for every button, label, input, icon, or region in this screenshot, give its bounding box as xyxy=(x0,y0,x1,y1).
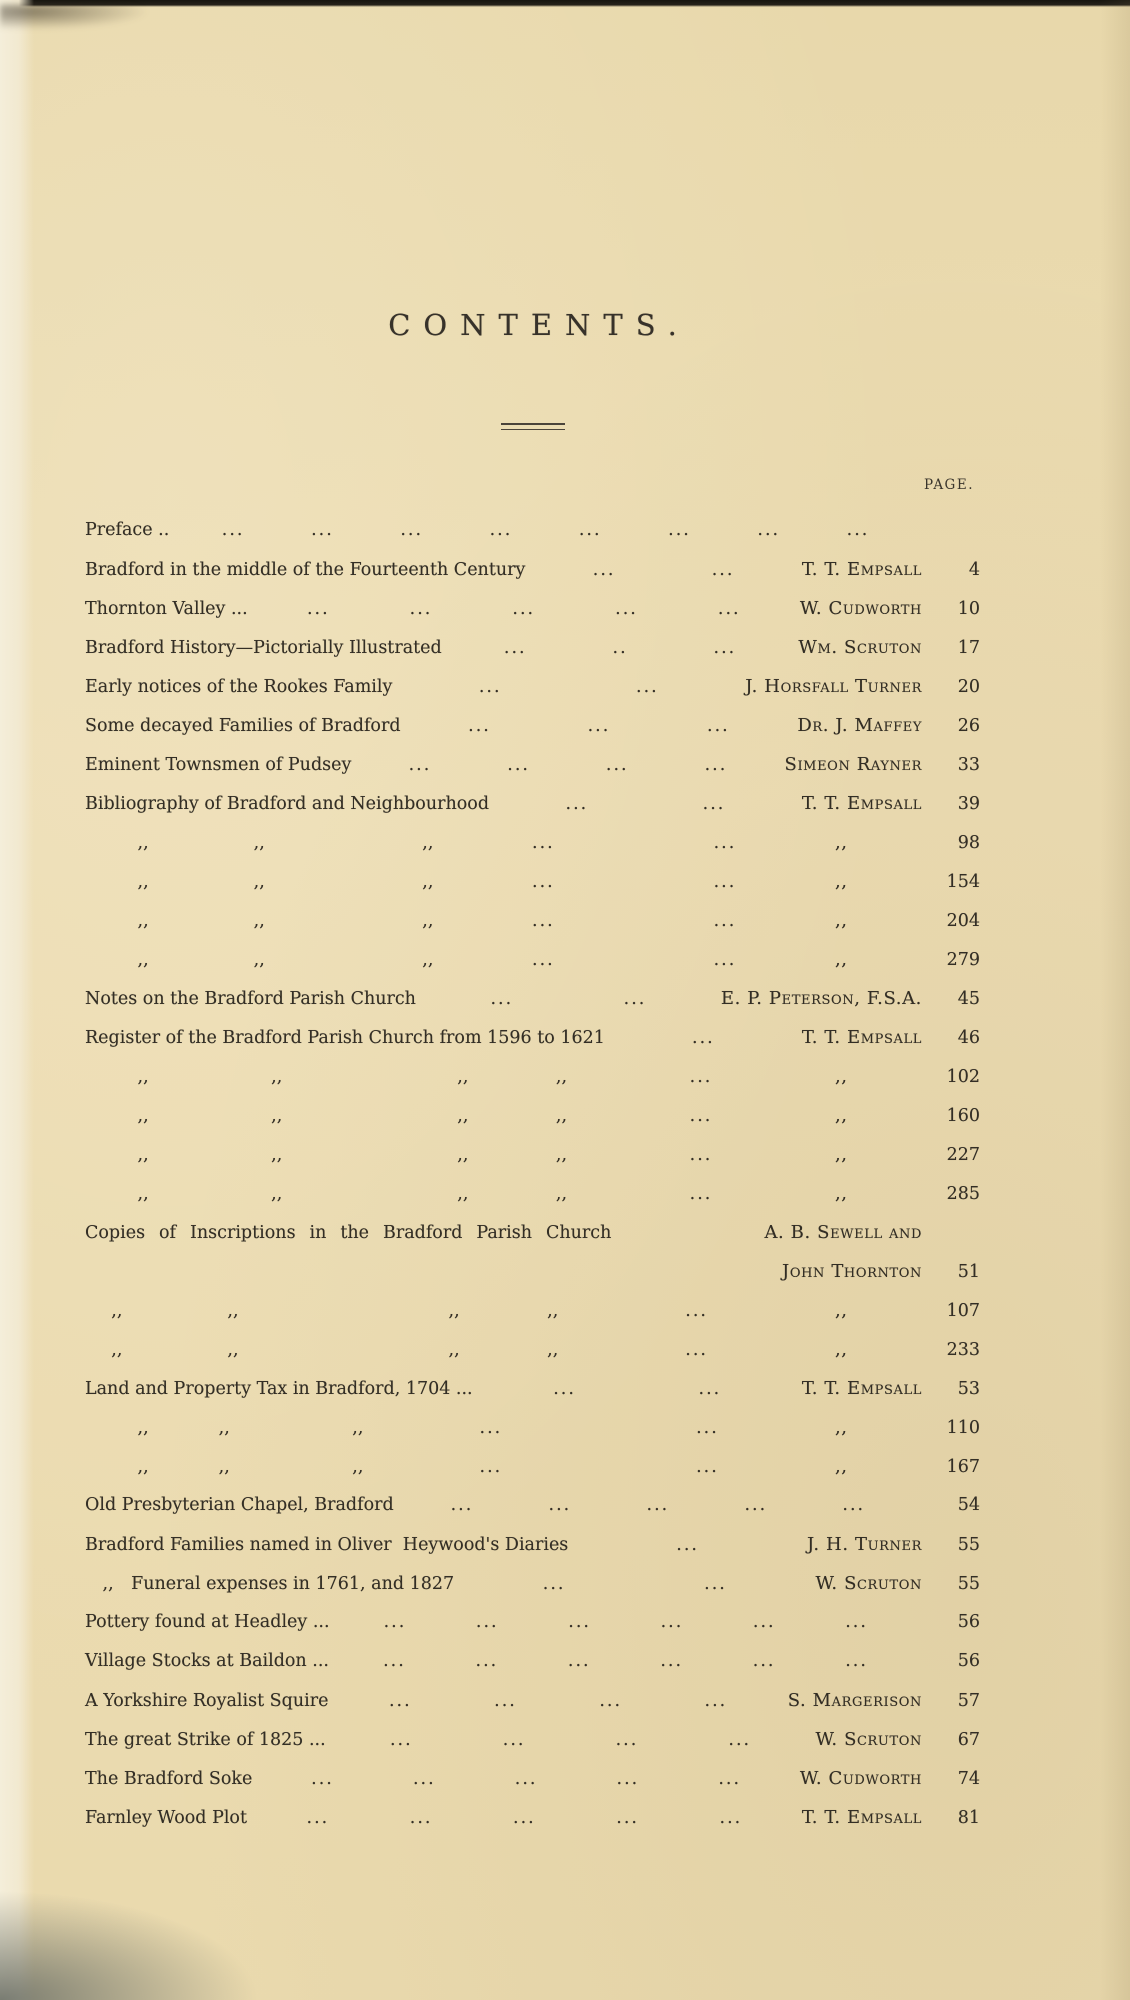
toc-entry-author: John Thornton xyxy=(782,1261,922,1282)
dot-leader: ... xyxy=(689,1145,713,1165)
dot-leader: ... ... ... ... xyxy=(389,1730,752,1750)
toc-entry-author: W. Cudworth xyxy=(799,598,922,619)
toc-entry-title: ,, ,, ,, xyxy=(85,872,434,892)
toc-entry-title: Land and Property Tax in Bradford, 1704 ... xyxy=(85,1379,473,1399)
toc-entry xyxy=(85,940,980,979)
dot-leader: ... xyxy=(689,1184,713,1204)
toc-entry xyxy=(85,1486,980,1525)
toc-entry-title: Farnley Wood Plot xyxy=(85,1808,248,1828)
toc-entry-page: 51 xyxy=(957,1262,980,1282)
toc-entry-page: 57 xyxy=(957,1691,980,1711)
toc-entry-author: Dr. J. Maffey xyxy=(797,715,922,736)
toc-entry-author: ,, xyxy=(834,1339,922,1360)
page-left-edge xyxy=(0,0,34,2000)
toc-entry-title: ,, ,, ,, ,, xyxy=(85,1145,568,1165)
toc-entry-title: Notes on the Bradford Parish Church xyxy=(85,989,416,1009)
toc-entry-page: 227 xyxy=(946,1145,980,1165)
toc-entry-author: J. H. Turner xyxy=(806,1534,922,1555)
toc-entry-page: 160 xyxy=(946,1106,980,1126)
dot-leader: ... ... xyxy=(532,833,737,853)
toc-entry-page: 20 xyxy=(957,677,980,697)
toc-entry-title: Eminent Townsmen of Pudsey xyxy=(85,755,352,775)
dot-leader: ... ... xyxy=(479,1457,719,1477)
toc-entry-page: 33 xyxy=(957,755,980,775)
page-title: CONTENTS. xyxy=(388,308,690,342)
toc-entry-title: Pottery found at Headley ... xyxy=(85,1612,330,1632)
toc-entry xyxy=(85,745,980,784)
toc-entry-page: 279 xyxy=(946,950,980,970)
dot-leader: ... ... xyxy=(532,911,737,931)
toc-entry xyxy=(85,628,980,667)
toc-entry-page: 10 xyxy=(957,599,980,619)
dot-leader: ... ... ... ... ... xyxy=(450,1495,866,1515)
toc-entry-author: Wm. Scruton xyxy=(798,637,922,658)
toc-entry-page: 55 xyxy=(957,1574,980,1594)
toc-entry-page: 39 xyxy=(957,794,980,814)
toc-entry-page: 26 xyxy=(957,716,980,736)
heading-divider xyxy=(501,423,565,430)
toc-entry-page: 285 xyxy=(946,1184,980,1204)
toc-entry-title: Some decayed Families of Bradford xyxy=(85,716,401,736)
toc-entry-author: ,, xyxy=(834,1456,922,1477)
dot-leader: ... xyxy=(685,1340,708,1360)
dot-leader: ... .. ... xyxy=(503,638,737,658)
toc-entry-title: ,, ,, ,, ,, xyxy=(85,1301,559,1321)
toc-entry xyxy=(85,1759,980,1798)
toc-entry xyxy=(85,1252,980,1291)
toc-entry-title: ,, ,, ,, ,, xyxy=(85,1067,568,1087)
toc-entry-title: Register of the Bradford Parish Church from 1596 to 1621 xyxy=(85,1028,605,1048)
toc-entry-page: 110 xyxy=(946,1418,980,1438)
toc-entry-author: E. P. Peterson, F.S.A. xyxy=(720,988,922,1009)
toc-entry-title: The great Strike of 1825 ... xyxy=(85,1730,326,1750)
dot-leader: ... ... ... xyxy=(468,716,730,736)
dot-leader: ... ... xyxy=(553,1379,722,1399)
toc-entry xyxy=(85,1447,980,1486)
dot-leader: ... ... xyxy=(478,677,659,697)
toc-entry-page: 67 xyxy=(957,1730,980,1750)
toc-entry xyxy=(85,706,980,745)
scan-top-edge xyxy=(0,0,1130,7)
toc-entry-title: Bibliography of Bradford and Neighbourhood xyxy=(85,794,490,814)
toc-entry xyxy=(85,1720,980,1759)
toc-entry-page: 154 xyxy=(946,872,980,892)
toc-entry-author: S. Margerison xyxy=(787,1690,922,1711)
toc-entry-author: ,, xyxy=(834,1183,922,1204)
toc-entry-title: The Bradford Soke xyxy=(85,1769,253,1789)
page-right-shadow xyxy=(1100,0,1130,2000)
toc-entry-page: 4 xyxy=(968,560,980,580)
toc-entry-page: 56 xyxy=(957,1651,980,1671)
toc-entry xyxy=(85,1603,980,1642)
dot-leader: ... ... ... ... ... xyxy=(311,1769,742,1789)
toc-entry-author: W. Scruton xyxy=(815,1573,922,1594)
toc-entry xyxy=(85,823,980,862)
toc-entry xyxy=(85,1330,980,1369)
toc-entry-author: Simeon Rayner xyxy=(784,754,922,775)
toc-entry-author: ,, xyxy=(834,832,922,853)
dot-leader: ... ... xyxy=(532,950,737,970)
toc-entry-author: ,, xyxy=(834,910,922,931)
dot-leader: ... ... ... ... xyxy=(408,755,728,775)
toc-entry-page: 233 xyxy=(946,1340,980,1360)
toc-entry-title: ,, ,, ,, ,, xyxy=(85,1106,568,1126)
toc-entry-page: 45 xyxy=(957,989,980,1009)
toc-entry-page: 55 xyxy=(957,1535,980,1555)
toc-entry-page: 46 xyxy=(957,1028,980,1048)
toc-entry-page: 56 xyxy=(957,1612,980,1632)
dot-leader: ... ... xyxy=(565,794,726,814)
toc-entry xyxy=(85,979,980,1018)
dot-leader: ... ... xyxy=(532,872,737,892)
dot-leader: ... ... ... ... ... ... ... ... xyxy=(221,520,870,540)
toc-entry-author: T. T. Empsall xyxy=(801,1807,922,1828)
dot-leader: ... ... xyxy=(479,1418,719,1438)
toc-entry-author: J. Horsfall Turner xyxy=(745,676,922,697)
dot-leader: ... xyxy=(692,1028,715,1048)
contents-list xyxy=(85,511,980,1837)
toc-entry-title: Preface .. xyxy=(85,520,170,540)
scan-corner-shadow xyxy=(0,1890,260,2000)
toc-entry xyxy=(85,1096,980,1135)
dot-leader: ... ... xyxy=(592,560,735,580)
dot-leader: ... ... ... ... ... xyxy=(306,599,741,619)
toc-entry-page: 81 xyxy=(957,1808,980,1828)
toc-entry-page: 107 xyxy=(946,1301,980,1321)
toc-entry-title: ,, ,, ,, xyxy=(85,911,434,931)
dot-leader: ... ... ... ... xyxy=(388,1691,728,1711)
toc-entry xyxy=(85,589,980,628)
page-column-label: PAGE. xyxy=(923,477,974,493)
dot-leader: ... xyxy=(689,1106,713,1126)
toc-entry xyxy=(85,1213,980,1252)
toc-entry xyxy=(85,1408,980,1447)
toc-entry xyxy=(85,1291,980,1330)
dot-leader: ... xyxy=(689,1067,713,1087)
toc-entry xyxy=(85,1018,980,1057)
toc-entry-page: 167 xyxy=(946,1457,980,1477)
toc-entry xyxy=(85,1798,980,1837)
scan-smudge xyxy=(0,4,150,30)
toc-entry-title: Bradford in the middle of the Fourteenth Century xyxy=(85,560,526,580)
toc-entry-title: Copies of Inscriptions in the Bradford Parish Church xyxy=(85,1223,612,1243)
toc-entry xyxy=(85,1369,980,1408)
toc-entry-title: ,, ,, ,, xyxy=(85,1418,364,1438)
toc-entry xyxy=(85,1642,980,1681)
toc-entry-author: ,, xyxy=(834,1300,922,1321)
toc-entry-author: T. T. Empsall xyxy=(801,1027,922,1048)
toc-entry-title: Bradford History—Pictorially Illustrated xyxy=(85,638,442,658)
toc-entry-author: A. B. Sewell and xyxy=(764,1222,922,1243)
toc-entry xyxy=(85,1174,980,1213)
toc-entry xyxy=(85,550,980,589)
toc-entry xyxy=(85,1135,980,1174)
toc-entry-title: ,, ,, ,, xyxy=(85,950,434,970)
toc-entry xyxy=(85,1057,980,1096)
toc-entry-author: ,, xyxy=(834,1144,922,1165)
toc-entry-title: ,, ,, ,, xyxy=(85,833,434,853)
toc-entry-author: ,, xyxy=(834,1417,922,1438)
toc-entry-title: ,, Funeral expenses in 1761, and 1827 xyxy=(85,1574,455,1594)
toc-entry-title: A Yorkshire Royalist Squire xyxy=(85,1691,329,1711)
toc-entry xyxy=(85,511,980,550)
toc-entry-page: 204 xyxy=(946,911,980,931)
toc-entry-author: T. T. Empsall xyxy=(801,559,922,580)
toc-entry-author: ,, xyxy=(834,1066,922,1087)
toc-entry-title: Old Presbyterian Chapel, Bradford xyxy=(85,1495,394,1515)
toc-entry-title: ,, ,, ,, ,, xyxy=(85,1184,568,1204)
toc-entry xyxy=(85,1681,980,1720)
toc-entry-author: ,, xyxy=(834,1105,922,1126)
toc-entry-author: T. T. Empsall xyxy=(801,1378,922,1399)
toc-entry xyxy=(85,1564,980,1603)
toc-entry xyxy=(85,1525,980,1564)
dot-leader: ... ... xyxy=(542,1574,727,1594)
toc-entry-title: ,, ,, ,, ,, xyxy=(85,1340,559,1360)
toc-entry xyxy=(85,862,980,901)
toc-entry-author: W. Scruton xyxy=(815,1729,922,1750)
dot-leader: ... ... ... ... ... xyxy=(306,1808,743,1828)
toc-entry-author: ,, xyxy=(834,871,922,892)
toc-entry-page: 102 xyxy=(946,1067,980,1087)
dot-leader: ... ... ... ... ... ... xyxy=(383,1612,868,1632)
toc-entry-author: ,, xyxy=(834,949,922,970)
toc-entry xyxy=(85,784,980,823)
toc-entry-page: 53 xyxy=(957,1379,980,1399)
toc-entry xyxy=(85,667,980,706)
toc-entry-title: Early notices of the Rookes Family xyxy=(85,677,393,697)
toc-entry-page: 54 xyxy=(957,1495,980,1515)
toc-entry xyxy=(85,901,980,940)
toc-entry-title: Bradford Families named in Oliver Heywood's Diaries xyxy=(85,1535,569,1555)
toc-entry-author: T. T. Empsall xyxy=(801,793,922,814)
toc-entry-title: ,, ,, ,, xyxy=(85,1457,364,1477)
toc-entry-title: Thornton Valley ... xyxy=(85,599,248,619)
toc-entry-title: Village Stocks at Baildon ... xyxy=(85,1651,329,1671)
toc-entry-page: 98 xyxy=(957,833,980,853)
dot-leader: ... ... ... ... ... ... xyxy=(383,1651,868,1671)
toc-entry-page: 74 xyxy=(957,1769,980,1789)
dot-leader: ... ... xyxy=(490,989,647,1009)
toc-entry-page: 17 xyxy=(957,638,980,658)
dot-leader: ... xyxy=(676,1535,699,1555)
toc-entry-author: W. Cudworth xyxy=(799,1768,922,1789)
dot-leader: ... xyxy=(685,1301,708,1321)
